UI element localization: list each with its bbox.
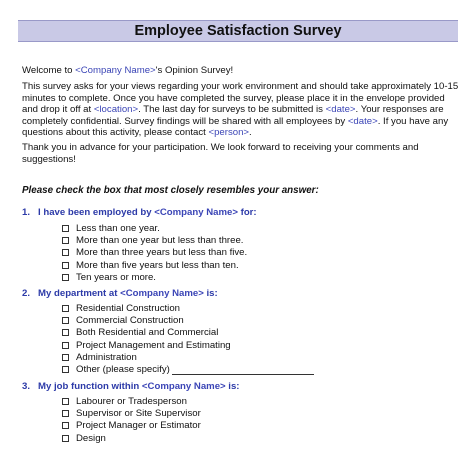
option-row[interactable] xyxy=(62,271,247,283)
option-row[interactable] xyxy=(62,363,314,375)
intro-text-e: . xyxy=(249,127,252,139)
company-name-placeholder: <Company Name> xyxy=(75,65,156,76)
option-label: Labourer or Tradesperson xyxy=(76,395,187,407)
intro-paragraph xyxy=(22,81,462,139)
option-label: Commercial Construction xyxy=(76,314,184,326)
company-name-placeholder: <Company Name> xyxy=(120,288,204,299)
intro-text-d: . If you have any questions about this activity, please contact xyxy=(22,115,449,139)
checkbox[interactable] xyxy=(62,422,69,429)
question-3 xyxy=(22,381,240,392)
question-suffix: for: xyxy=(237,207,257,218)
option-label: Residential Construction xyxy=(76,302,180,314)
option-row[interactable] xyxy=(62,234,247,246)
company-name-placeholder: <Company Name> xyxy=(141,381,226,392)
intro-text-c: . Your responses are completely confidential. Survey findings will be shared with all employees by xyxy=(22,104,444,127)
checkbox[interactable] xyxy=(62,305,69,312)
option-label: Both Residential and Commercial xyxy=(76,327,219,339)
option-label: More than three years but less than five. xyxy=(76,247,248,259)
option-row[interactable] xyxy=(62,407,201,419)
option-label: Less than one year. xyxy=(76,222,160,234)
checkbox[interactable] xyxy=(62,329,69,336)
person-placeholder: <person> xyxy=(208,127,250,139)
option-label: Other (please specify) xyxy=(76,364,170,376)
question-suffix: is: xyxy=(203,288,218,299)
specify-blank-line[interactable] xyxy=(172,365,314,375)
question-number: 1. xyxy=(22,207,31,218)
question-1 xyxy=(22,207,257,218)
option-label: Project Management and Estimating xyxy=(76,339,231,351)
checkbox[interactable] xyxy=(62,262,69,269)
option-label: Supervisor or Site Supervisor xyxy=(76,407,201,419)
question-2 xyxy=(22,288,218,299)
question-1-options xyxy=(62,222,247,283)
checkbox[interactable] xyxy=(62,342,69,349)
option-label: Design xyxy=(76,432,106,444)
checkbox[interactable] xyxy=(62,317,69,324)
intro-text-b: . The last day for surveys to be submitted is xyxy=(138,104,326,116)
welcome-prefix: Welcome to xyxy=(22,65,76,76)
intro-text-a: This survey asks for your views regarding your work environment and should take approximately 10-15 minutes to complete. Once you have completed the survey, please place it in the envelope provided and drop it off at xyxy=(22,81,459,116)
checkbox[interactable] xyxy=(62,274,69,281)
option-row[interactable] xyxy=(62,314,314,326)
option-row[interactable] xyxy=(62,247,247,259)
option-row[interactable] xyxy=(62,339,314,351)
question-2-options xyxy=(62,302,314,376)
checkbox[interactable] xyxy=(62,398,69,405)
checkbox[interactable] xyxy=(62,366,69,373)
checkbox[interactable] xyxy=(62,410,69,417)
question-number: 2. xyxy=(22,288,31,299)
question-3-options xyxy=(62,395,201,444)
option-row[interactable] xyxy=(62,351,314,363)
option-label: Ten years or more. xyxy=(76,271,156,283)
question-text: My job function within xyxy=(38,381,142,392)
option-row[interactable] xyxy=(62,302,314,314)
welcome-suffix: 's Opinion Survey! xyxy=(155,65,234,76)
option-label: Project Manager or Estimator xyxy=(76,420,201,432)
checkbox[interactable] xyxy=(62,225,69,232)
option-row[interactable] xyxy=(62,432,201,444)
question-suffix: is: xyxy=(225,381,240,392)
date-placeholder: <date> xyxy=(325,104,356,116)
company-name-placeholder: <Company Name> xyxy=(154,207,238,218)
checkbox[interactable] xyxy=(62,435,69,442)
thanks-paragraph: Thank you in advance for your participation. We look forward to receiving your comments and suggestions! xyxy=(22,142,419,165)
option-row[interactable] xyxy=(62,259,247,271)
survey-title-bar xyxy=(18,20,458,42)
checkbox[interactable] xyxy=(62,249,69,256)
location-placeholder: <location> xyxy=(93,104,139,116)
checkbox[interactable] xyxy=(62,354,69,361)
option-label: Administration xyxy=(76,351,137,363)
option-row[interactable] xyxy=(62,420,201,432)
option-row[interactable] xyxy=(62,327,314,339)
date-placeholder-2: <date> xyxy=(347,115,378,127)
option-label: More than one year but less than three. xyxy=(76,234,244,246)
instruction-text: Please check the box that most closely resembles your answer: xyxy=(22,185,319,196)
option-label: More than five years but less than ten. xyxy=(76,259,239,271)
question-text: I have been employed by xyxy=(38,207,155,218)
survey-title: Employee Satisfaction Survey xyxy=(134,23,342,39)
question-text: My department at xyxy=(38,288,121,299)
option-row[interactable] xyxy=(62,395,201,407)
welcome-line xyxy=(22,65,462,77)
checkbox[interactable] xyxy=(62,237,69,244)
question-number: 3. xyxy=(22,381,31,392)
option-row[interactable] xyxy=(62,222,247,234)
